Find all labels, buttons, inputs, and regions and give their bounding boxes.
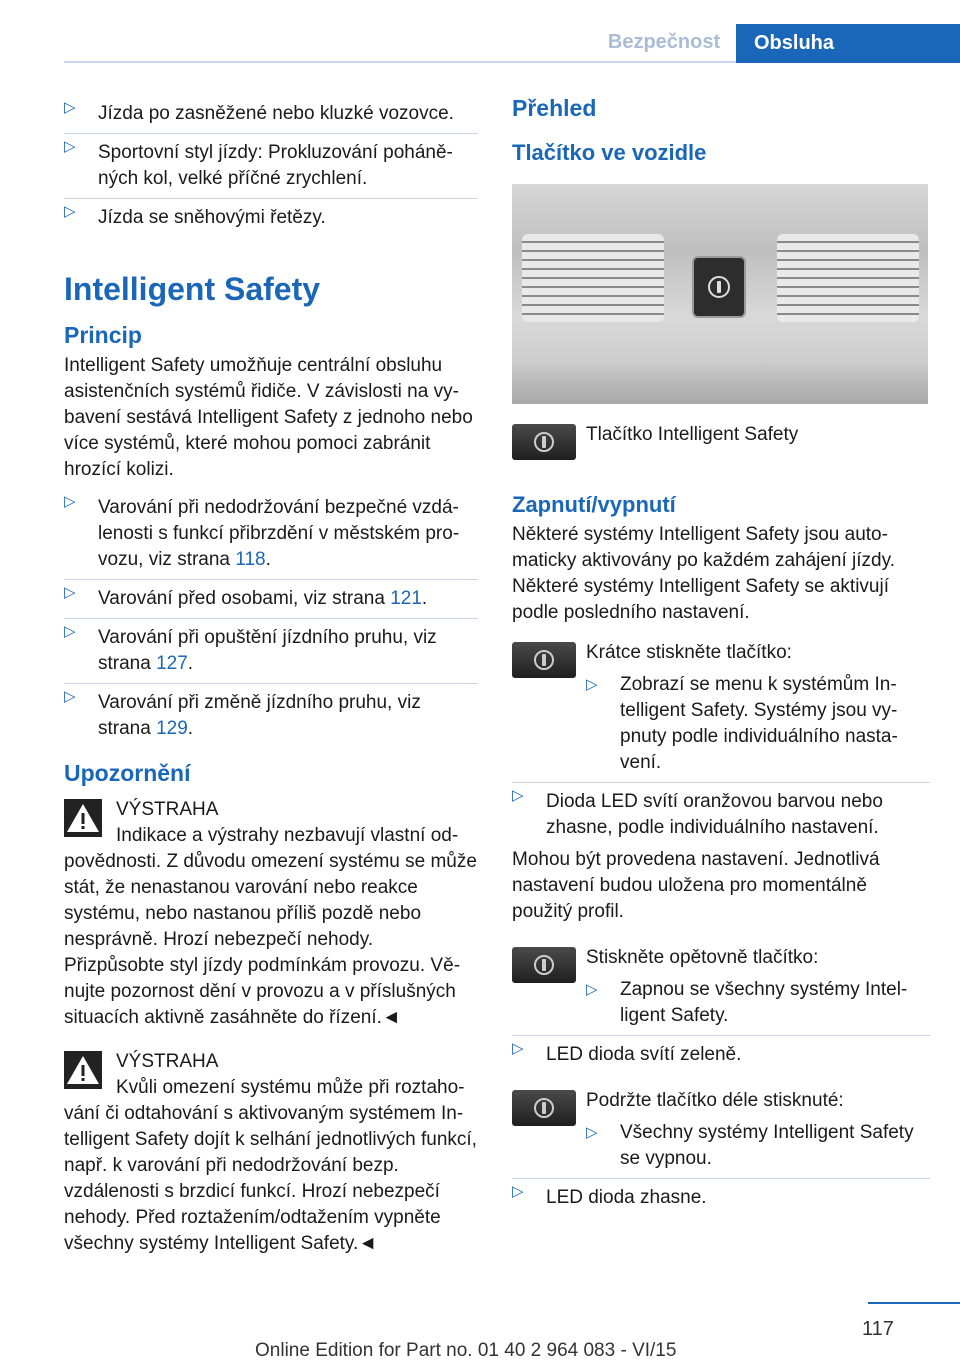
page-number: 117	[862, 1318, 894, 1340]
triangle-bullet-icon: ▷	[586, 1124, 598, 1141]
triangle-bullet-icon: ▷	[586, 981, 598, 998]
press-hold-block: Podržte tlačítko déle stisknuté: ▷ Všechny systémy Intelligent Safety se vypnou.	[512, 1088, 930, 1172]
warning-title: VÝSTRAHA	[116, 1051, 219, 1072]
triangle-bullet-icon: ▷	[64, 688, 76, 705]
safety-button-icon	[512, 642, 576, 678]
prehled-heading: Přehled	[512, 95, 597, 121]
list-item: ▷ Varování při opuštění jízdního pruhu, viz strana 127.	[64, 618, 478, 677]
settings-text: Mohou být provedena nastavení. Jednotlivá nastavení budou uložena pro momentálně použitý profil.	[512, 849, 880, 922]
safety-button-icon	[512, 424, 576, 460]
triangle-bullet-icon: ▷	[512, 1040, 524, 1057]
list-item: ▷ Všechny systémy Intelligent Safety se vypnou.	[586, 1122, 914, 1169]
button-caption: Tlačítko Intelligent Safety	[586, 424, 799, 445]
console-strip	[512, 364, 928, 404]
page-link[interactable]: 129	[156, 718, 188, 739]
footer-divider	[868, 1302, 960, 1304]
page-link[interactable]: 118	[235, 549, 266, 570]
triangle-bullet-icon: ▷	[64, 584, 76, 601]
warning-title: VÝSTRAHA	[116, 799, 219, 820]
triangle-bullet-icon: ▷	[512, 1183, 524, 1200]
princip-heading: Princip	[64, 322, 142, 348]
warning-text: Kvůli omezení systému může při roztahování či odtahování s aktivovaným systémem Intelligent Safety dojít k selhání jednotlivých funkcí, např. k varování při nedodržování bezp. vzdálenosti s brzdicí funkcí. Hrozí nebezpečí nehody. Před roztažením/odtažením vypněte všechny systémy Intelligent Safety.◄	[64, 1077, 477, 1254]
tab-bezpecnost[interactable]: Bezpečnost	[607, 31, 721, 53]
page-link[interactable]: 127	[156, 653, 188, 674]
list-item: ▷ Jízda se sněhovými řetězy.	[64, 198, 478, 231]
triangle-bullet-icon: ▷	[64, 99, 76, 116]
page-link[interactable]: 121	[390, 588, 422, 609]
triangle-bullet-icon: ▷	[512, 787, 524, 804]
list-item: ▷ Varování při nedodržování bezpečné vzdálenosti s funkcí přibrzdění v městském provozu, viz strana 118.	[64, 489, 478, 573]
onoff-text: Některé systémy Intelligent Safety jsou automaticky aktivovány po každém zahájení jízdy. Některé systémy Intelligent Safety se aktivují podle posledního nastavení.	[512, 524, 895, 623]
list-item: ▷ Zobrazí se menu k systémům Intelligent Safety. Systémy jsou vypnuty podle individuálního nastavení.	[586, 674, 898, 773]
air-vent-left	[522, 234, 664, 322]
onoff-heading: Zapnutí/vypnutí	[512, 492, 676, 517]
triangle-bullet-icon: ▷	[64, 493, 76, 510]
warning-block	[64, 1049, 478, 1075]
tab-obsluha[interactable]: Obsluha	[736, 24, 960, 63]
upozorneni-heading: Upozornění	[64, 760, 191, 786]
list-item: ▷ Varování při změně jízdního pruhu, viz strana 129.	[64, 683, 478, 742]
triangle-bullet-icon: ▷	[586, 676, 598, 693]
triangle-bullet-icon: ▷	[64, 203, 76, 220]
left-column	[64, 95, 478, 1257]
press-short-block: Krátce stiskněte tlačítko: ▷ Zobrazí se menu k systémům Intelligent Safety. Systémy jsou vypnuty podle individuálního nastavení.	[512, 640, 930, 776]
safety-button-icon	[512, 1090, 576, 1126]
list-item: ▷ LED dioda zhasne.	[512, 1178, 930, 1211]
list-item: ▷ LED dioda svítí zeleně.	[512, 1035, 930, 1068]
header-divider	[64, 61, 736, 63]
section-title: Intelligent Safety	[64, 271, 321, 307]
warning-block	[64, 797, 478, 823]
triangle-bullet-icon: ▷	[64, 623, 76, 640]
edition-footer: Online Edition for Part no. 01 40 2 964 083 - VI/15	[255, 1340, 677, 1361]
dashboard-photo	[512, 184, 928, 404]
warning-text: Indikace a výstrahy nezbavují vlastní odpovědnosti. Z důvodu omezení systému se může stát, že nenastanou varování nebo reakce systému, nebo nastanou příliš pozdě nebo nesprávně. Hrozí nebezpečí nehody. Přizpůsobte styl jízdy podmínkám provozu. Věnujte pozornost dění v provozu a v příslušných situacích aktivně zasáhněte do řízení.◄	[64, 825, 477, 1028]
princip-text: Intelligent Safety umožňuje centrální obsluhu asistenčních systémů řidiče. V závislosti na vybavení sestává Intelligent Safety z jednoho nebo více systémů, které mohou pomoci zabránit hrozící kolizi.	[64, 355, 473, 480]
air-vent-right	[777, 234, 919, 322]
warning-triangle-icon	[64, 1051, 102, 1089]
list-item: ▷ Varování před osobami, viz strana 121.	[64, 579, 478, 612]
press-again-block: Stiskněte opětovně tlačítko: ▷ Zapnou se všechny systémy Intelligent Safety.	[512, 945, 930, 1029]
safety-button-icon	[512, 947, 576, 983]
warning-triangle-icon	[64, 799, 102, 837]
list-item: ▷ Sportovní styl jízdy: Prokluzování poháněných kol, velké příčné zrychlení.	[64, 133, 478, 192]
right-column	[512, 95, 930, 1217]
button-caption-row	[512, 422, 930, 448]
list-item: ▷ Zapnou se všechny systémy Intelligent Safety.	[586, 979, 908, 1026]
list-item: ▷ Dioda LED svítí oranžovou barvou nebo zhasne, podle individuálního nastavení.	[512, 782, 930, 841]
list-item: ▷ Jízda po zasněžené nebo kluzké vozovce.	[64, 95, 478, 127]
intelligent-safety-button-icon	[692, 256, 746, 318]
button-heading: Tlačítko ve vozidle	[512, 140, 707, 165]
triangle-bullet-icon: ▷	[64, 138, 76, 155]
